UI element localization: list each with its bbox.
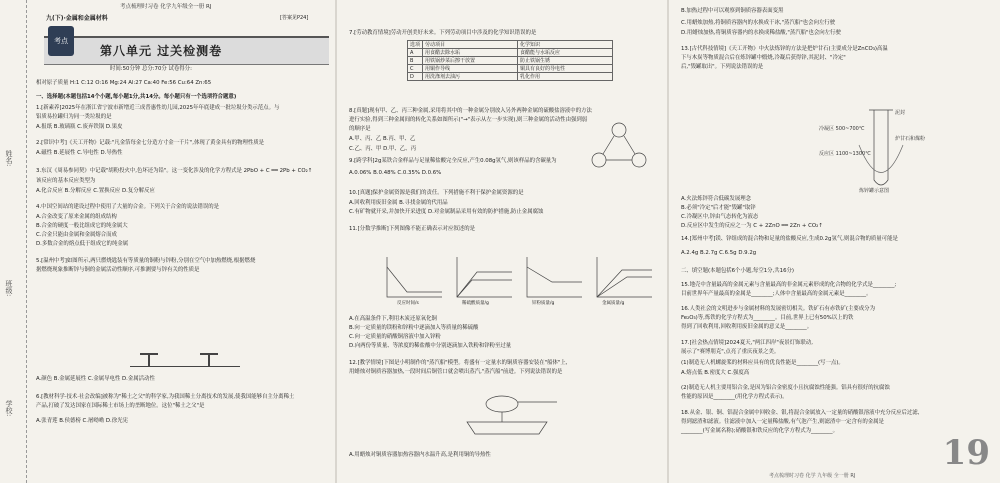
text-line: A.熔点低 B.密度大 C.强度高 [681,370,750,376]
text-line: 9.[跨学科]2g某铁合金样品与足量稀盐酸完全反应,产生0.08g氢气,则该样品的含碳量为 [349,158,557,164]
text-line: A.报纸 B.玻璃瓶 C.废弃铁锅 D.果皮 [36,124,123,130]
text-line: B.向一定质量的镁粉和锌粉中逐滴加入等质量的稀硫酸 [349,325,479,331]
text-line: 用蜡烛对铜质容器加热,一段时间后铜管口就会喷出蒸汽,"蒸汽船"前进。下列说法错误的是 [349,369,563,375]
table-cell: 防止铁锅生锈 [518,57,613,65]
table-cell: A [408,49,423,57]
table-row [408,73,613,81]
gutter-class: 班级: [5,280,13,297]
table-header-cell: 选项 [408,41,423,49]
text-line: 17.[社会热点情境]2024夏天,"两江四岸"夜景灯饰联动, [681,340,813,346]
page-middle [337,0,667,483]
text-line: D.反应区中发生的反应之一为 C + 2ZnO ══ 2Zn + CO₂↑ [681,223,823,229]
text-line: 16.人类社会的文明进步与金属材料的发展密切相关。铁矿石有赤铁矿(主要成分为 [681,306,875,312]
graph-label-b: 稀硫酸质量/g [462,301,489,306]
table-cell: 用食醋去除水垢 [423,49,518,57]
text-line: (2)制造无人机主要用铝合金,是因为铝合金密度小且抗腐蚀性能强。铝具有很好的抗腐蚀 [681,385,890,391]
text-line: D.向两份等质量、等浓度的稀盐酸中分别逐滴加入铁粉和锌粉至过量 [349,343,512,349]
figure-label-3: 冷凝区 500~700℃ [819,126,865,132]
table-cell: B [408,57,423,65]
text-line: Fe₂O₃)等,炼铁的化学方程式为________。目前,世界上已有50%以上的铁 [681,315,854,321]
text-line: 目前世界年产量最高的金属是________;人体中含量最高的金属元素是________。 [681,291,872,297]
figure-caption: 炼锌罐示意图 [859,188,890,194]
q11-graphs [377,252,657,307]
text-line: 18.从金、银、铜、铝混合金属中回收金、银,将混合金属放入一定量的硝酸银溶液中充分反应后过滤, [681,410,920,416]
text-line: A.2.4g B.2.7g C.6.5g D.9.2g [681,250,757,256]
text-line: A.甲、丙、乙 B.丙、甲、乙 [349,136,416,142]
text-line: A.磁性 B.延展性 C.导电性 D.导热性 [36,150,123,156]
table-header-row [408,41,613,49]
table-cell: D [408,73,423,81]
q7-table [407,40,613,81]
text-line: 1.[新素养]2025年在浙江省宁波市新增近三成普惠性幼儿园,2025年年底建成一批垃圾分类示范点。与 [36,105,280,111]
text-line: A.用蜡烛对铜质容器加热容器内水温升高,是利用铜的导热性 [349,452,491,458]
text-line: 15.地壳中含量最高的金属元素与含量最高的非金属元素形成的化合物的化学式是________; [681,282,897,288]
text-line: 3.东汉《周易参同契》中记载"胡粉投火中,色坏还为铅"。这一变化涉及的化学方程式是 2PbO + C ══ 2Pb + CO₂↑ [36,168,313,174]
text-line: B.必须"冷定"后才能"毁罐"取锌 [681,205,756,211]
table-cell: 乳化作用 [518,73,613,81]
text-line: 性能的原因是________(用化学方程式表示)。 [681,394,788,400]
page-title: 第八单元 过关检测卷 [100,44,223,58]
graph-label-a: 反应时间/s [397,301,419,306]
text-line: ________(写金属名称);硝酸银和铁反应的化学方程式为________。 [681,428,838,434]
text-line: 进行实验,得到三种金属间的转化关系如图所示("→"表示从左一步实现),则三种金属的活动性由强到弱 [349,117,588,123]
text-line: 下与木炭等物质混合后在炼锌罐中煅烧,冷凝后获得锌,其泥封、"冷定" [681,55,846,61]
graph-label-d: 金属质量/g [602,301,625,306]
page-left [0,0,335,483]
text-line: 5.[温州中考]如图所示,两只燃烧匙装有等质量的铜粉与锌粉,分别在空气中加热燃烧,根据燃烧 [36,258,256,264]
table-cell: 用铁锅炒菜后擦干放置 [423,57,518,65]
figure-label-2: 炉甘石和煤粉 [895,136,926,142]
table-cell: C [408,65,423,73]
text-line: A.在高温条件下,利用木炭还原氧化铜 [349,316,437,322]
graph-label-c: 锌粉质量/g [532,301,555,306]
gutter-school: 学校: [5,400,13,417]
text-line: 11.[分数学推断]下列图像不能正确表示对应叙述的是 [349,226,475,232]
student-info-gutter [0,0,27,483]
text-line: C.冷凝区中,锌由气态转化为液态 [681,214,759,220]
text-line: 10.[真题]保护金属资源是我们的责任。下列措施不利于保护金属资源的是 [349,190,524,196]
figure-label-4: 反应区 1100~1300℃ [819,151,871,157]
gutter-name: 姓名: [5,150,13,167]
table-row [408,49,613,57]
page-footer: 考点梳理时习卷 化学 九年级 全一册 RJ [769,473,856,479]
text-line: 该反应的基本反应类型为 [36,178,96,184]
page-header: 考点梳理时习卷 化学九年级全一册 RJ [120,4,212,10]
table-cell: 食醋能与水垢反应 [518,49,613,57]
page-number: 19 [942,433,990,473]
table-header-cell: 劳动项目 [423,41,518,49]
zinc-furnace-figure [819,100,959,195]
steam-boat-figure [447,392,577,440]
burning-spoon-figure [130,335,240,367]
time-score: 时间:50分钟 总分:70分 试卷得分: [110,66,192,72]
text-line: (1)制造无人机螺旋桨的材料应具有的优良性能是________(写一点)。 [681,360,844,366]
text-line: 的顺序是 [349,126,371,132]
section-1-title: 一、选择题(本题包括14个小题,每小题1分,共14分。每小题只有一个选项符合题意) [36,94,237,100]
table-header-cell: 化学知识 [518,41,613,49]
text-line: A.0.06% B.0.48% C.0.35% D.0.6% [349,170,442,176]
text-line: A.张青莲 B.侯德榜 C.屠呦呦 D.徐光宪 [36,418,128,424]
text-line: 8.[真题]现有甲、乙、丙三种金属,采用将其中的一种金属分别放入另外两种金属的硫酸盐溶液中的方法 [349,108,592,114]
text-line: A.回收利用废旧金属 B.寻找金属的代用品 [349,200,448,206]
text-line: 14.[郑州中考]镁、锌组成的混合物和足量的盐酸反应,生成0.2g氢气,则混合物的质量可能是 [681,236,898,242]
text-line: C.有矿物就开采,并加快开采进度 D.对金属制品采用有效的防护措施,防止金属腐蚀 [349,209,544,215]
text-line: 后,"毁罐取出"。下列说法错误的是 [681,64,764,70]
text-line: C.合金只能由金属和金属熔合而成 [36,232,117,238]
atomic-mass: 相对原子质量 H:1 C:12 O:16 Mg:24 Al:27 Ca:40 Fe:56 Cu:64 Zn:65 [36,80,212,86]
text-line: 4.中国空间站的建设过程中使用了大量的合金。下列关于合金的说法错误的是 [36,204,220,210]
figure-label-1: 泥封 [895,110,906,116]
table-cell: 用铜作导线 [423,65,518,73]
q8-triangle-figure [589,120,649,170]
text-line: 二、填空题(本题包括6个小题,每空1分,共16分) [681,268,794,274]
text-line: 展示了"赛博朋克",点亮了重庆夜景之美。 [681,349,780,355]
text-line: A.化合反应 B.分解反应 C.置换反应 D.复分解反应 [36,188,155,194]
table-row [408,65,613,73]
text-line: D.用蜡烛加热,将铜质容器内的水换成稀盐酸,"蒸汽船"也会向左行驶 [681,30,841,36]
text-line: 7.[劳动教育情境]劳动开创美好未来。下列劳动项目中涉及的化学知识错误的是 [349,30,537,36]
page-right [669,0,1000,483]
text-line: C.乙、丙、甲 D.甲、乙、丙 [349,146,416,152]
text-line: C.用蜡烛加热,将铜质容器内的水换成干冰,"蒸汽船"也会向左行驶 [681,20,836,26]
text-line: B.加热过程中可以观察到铜质容器表面变黑 [681,8,784,14]
text-line: B.合金的硬度一般比组成它的纯金属大 [36,223,128,229]
answer-ref: [答案见P24] [280,15,309,21]
text-line: 6.[教材科学·技术·社会改编]被称为"稀土之父"的科学家,为我国稀土分离技术的发展,使我国能够自主分离稀土 [36,394,295,400]
chapter-label: 九(下)·金属和金属材料 [46,15,108,22]
text-line: C.向一定质量的硝酸铜溶液中加入锌粉 [349,334,441,340]
text-line: 2.[常识中考]《天工开物》记载:"凡金箔每金七分造方寸金一千片",体现了黄金具有的物理性质是 [36,140,265,146]
text-line: 产品,打破了发达国家在国际稀土市场上的垄断地位。这位"稀土之父"是 [36,403,205,409]
text-line: 12.[教学情境]下图是小明制作的"蒸汽船"模型。将盛有一定量水的铜质容器安装在"船体"上, [349,360,568,366]
table-cell: 铜具有良好的导电性 [518,65,613,73]
title-bar [44,36,329,65]
table-cell: 用洗涤剂去油污 [423,73,518,81]
table-row [408,57,613,65]
text-line: 据燃烧现象推断锌与铜的金属活动性顺序,可推测要与锌有关的性质是 [36,267,200,273]
text-line: D.多数合金的熔点低于组成它的纯金属 [36,241,129,247]
text-line: A.火法炼锌符合低碳发展理念 [681,196,751,202]
text-line: A.合金改变了原来金属的组成结构 [36,214,117,220]
text-line: 13.[古代科技情境]《天工开物》中火法炼锌的方法是把炉甘石(主要成分是ZnCO₃)高温 [681,46,888,52]
text-line: A.颜色 B.金属延展性 C.金属导电性 D.金属活动性 [36,376,155,382]
text-line: 铝质易拉罐归为同一类垃圾的是 [36,114,112,120]
text-line: 得到了回收利用,回收利用废旧金属的意义是________。 [681,324,813,330]
book-logo-icon: 考点 [48,26,74,56]
text-line: 得到滤渣和滤液。往滤液中加入一定量稀盐酸,有气泡产生,则滤渣中一定含有的金属是 [681,419,884,425]
